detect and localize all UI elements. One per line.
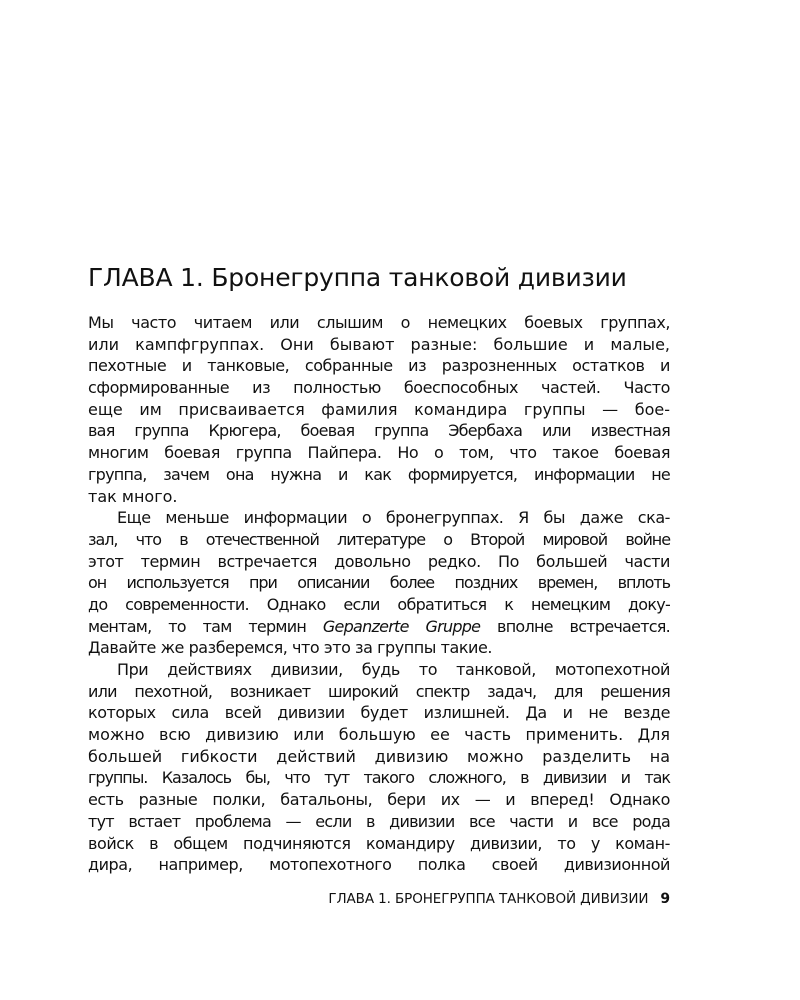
body-text [88, 312, 670, 876]
text-line: большей гибкости действий дивизию можно разделить на [88, 746, 670, 766]
running-title: ГЛАВА 1. БРОНЕГРУППА ТАНКОВОЙ ДИВИЗИИ [328, 891, 649, 907]
text-line: есть разные полки, батальоны, бери их — и вперед! Однако [88, 790, 670, 810]
text-line: тут встает проблема — если в дивизии все части и все рода [88, 811, 670, 831]
text-line: группы. Казалось бы, что тут такого сложного, в дивизии и так [88, 768, 670, 788]
text-line: еще им присваивается фамилия командира группы — бое- [88, 399, 670, 419]
text-line: многим боевая группа Пайпера. Но о том, что такое боевая [88, 443, 670, 463]
text-line: Давайте же разберемся, что это за группы такие. [88, 638, 493, 658]
text-line: или кампфгруппах. Они бывают разные: большие и малые, [88, 334, 670, 354]
text-line-end: вполне встречается. [480, 616, 671, 636]
chapter-title: ГЛАВА 1. Бронегруппа танковой дивизии [88, 263, 627, 292]
text-line: или пехотной, возникает широкий спектр задач, для решения [88, 681, 670, 701]
text-line: вая группа Крюгера, боевая группа Эбербаха или известная [88, 421, 670, 441]
page-number: 9 [660, 891, 670, 907]
text-line: Еще меньше информации о бронегруппах. Я бы даже ска- [117, 508, 670, 528]
text-line: пехотные и танковые, собранные из разрозненных остатков и [88, 356, 670, 376]
text-line: Мы часто читаем или слышим о немецких боевых группах, [88, 313, 670, 332]
text-line [88, 616, 670, 638]
foreign-term: Gepanzerte Gruppe [322, 616, 481, 636]
text-line: до современности. Однако если обратиться к немецким доку- [88, 594, 670, 614]
text-line: При действиях дивизии, будь то танковой, мотопехотной [117, 660, 670, 679]
text-line-start: ментам, то там термин [88, 616, 323, 636]
running-footer [88, 889, 670, 909]
text-line: зал, что в отечественной литературе о Второй мировой войне [88, 529, 670, 549]
text-line: так много. [88, 486, 178, 506]
text-line: группа, зачем она нужна и как формируется, информации не [88, 464, 670, 484]
text-line: можно всю дивизию или большую ее часть применить. Для [88, 725, 670, 745]
text-line: он используется при описании более поздних времен, вплоть [88, 573, 670, 593]
text-line: войск в общем подчиняются командиру дивизии, то у коман- [88, 833, 670, 853]
text-line: которых сила всей дивизии будет излишней. Да и не везде [88, 703, 670, 723]
text-line: сформированные из полностью боеспособных частей. Часто [88, 378, 670, 398]
text-line: этот термин встречается довольно редко. По большей части [88, 551, 670, 571]
text-line: дира, например, мотопехотного полка своей дивизионной [88, 855, 670, 875]
